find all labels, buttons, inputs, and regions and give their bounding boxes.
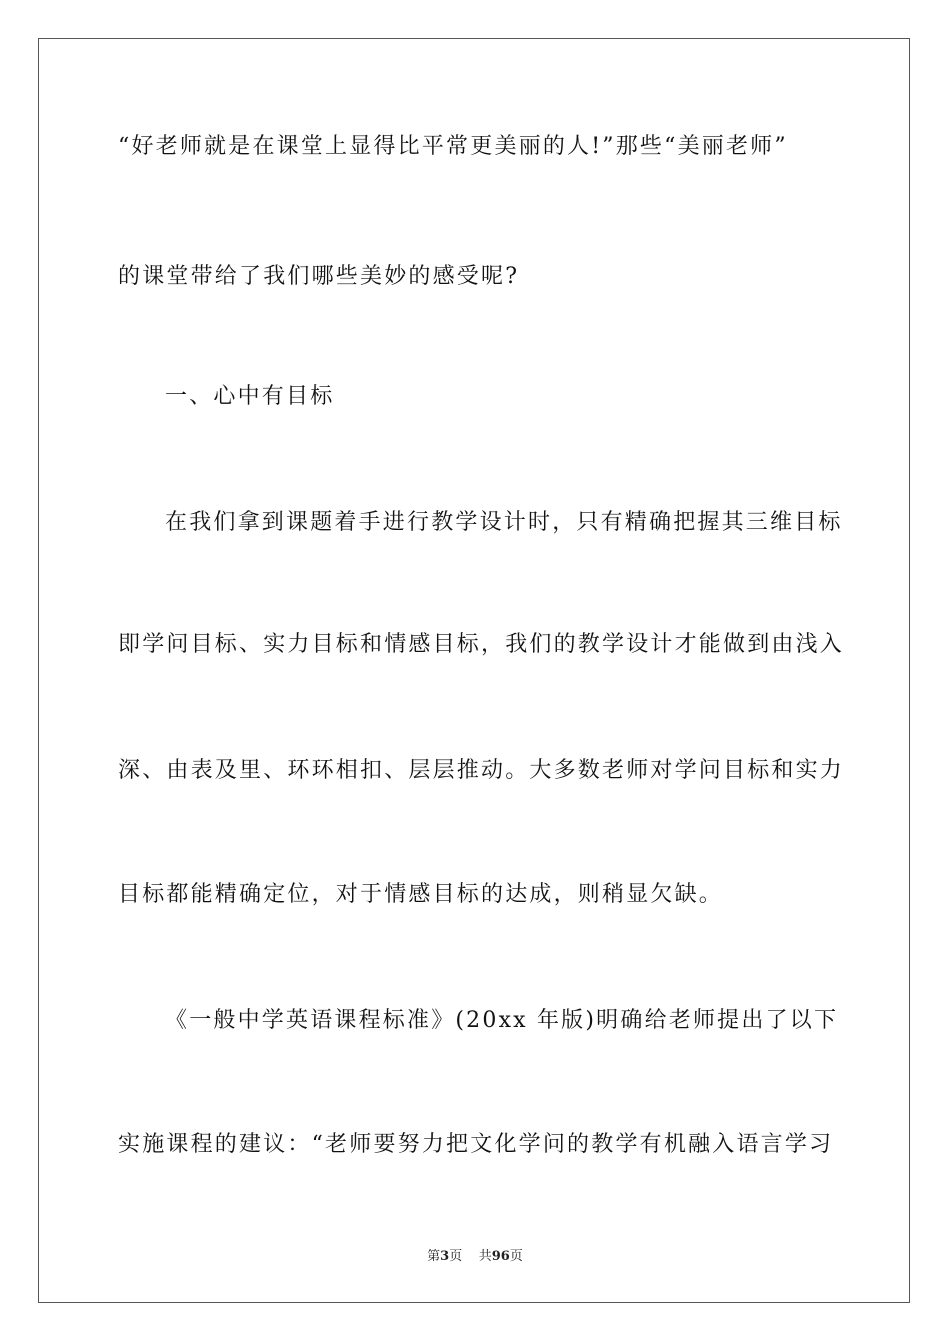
page-prefix: 第	[427, 1249, 441, 1264]
paragraph-line-5: 深、由表及里、环环相扣、层层推动。大多数老师对学问目标和实力	[118, 758, 845, 783]
paragraph-line-6: 目标都能精确定位，对于情感目标的达成，则稍显欠缺。	[118, 882, 724, 907]
total-suffix: 页	[509, 1249, 523, 1264]
page-suffix: 页	[449, 1249, 463, 1264]
paragraph-line-4: 即学问目标、实力目标和情感目标，我们的教学设计才能做到由浅入	[118, 632, 845, 657]
paragraph-line-2: 的课堂带给了我们哪些美妙的感受呢?	[118, 264, 520, 289]
page-border	[38, 38, 910, 1303]
section-heading: 一、心中有目标	[165, 384, 335, 409]
page-number: 3	[440, 1249, 450, 1264]
paragraph-line-1: “好老师就是在课堂上显得比平常更美丽的人!”那些“美丽老师”	[118, 134, 788, 159]
total-prefix: 共	[478, 1249, 492, 1264]
paragraph-line-3: 在我们拿到课题着手进行教学设计时，只有精确把握其三维目标	[165, 510, 843, 535]
paragraph-line-8: 实施课程的建议：“老师要努力把文化学问的教学有机融入语言学习	[118, 1132, 834, 1157]
page-footer	[0, 1248, 950, 1266]
paragraph-line-7: 《一般中学英语课程标准》(20xx 年版)明确给老师提出了以下	[165, 1008, 839, 1033]
total-pages: 96	[491, 1249, 510, 1264]
